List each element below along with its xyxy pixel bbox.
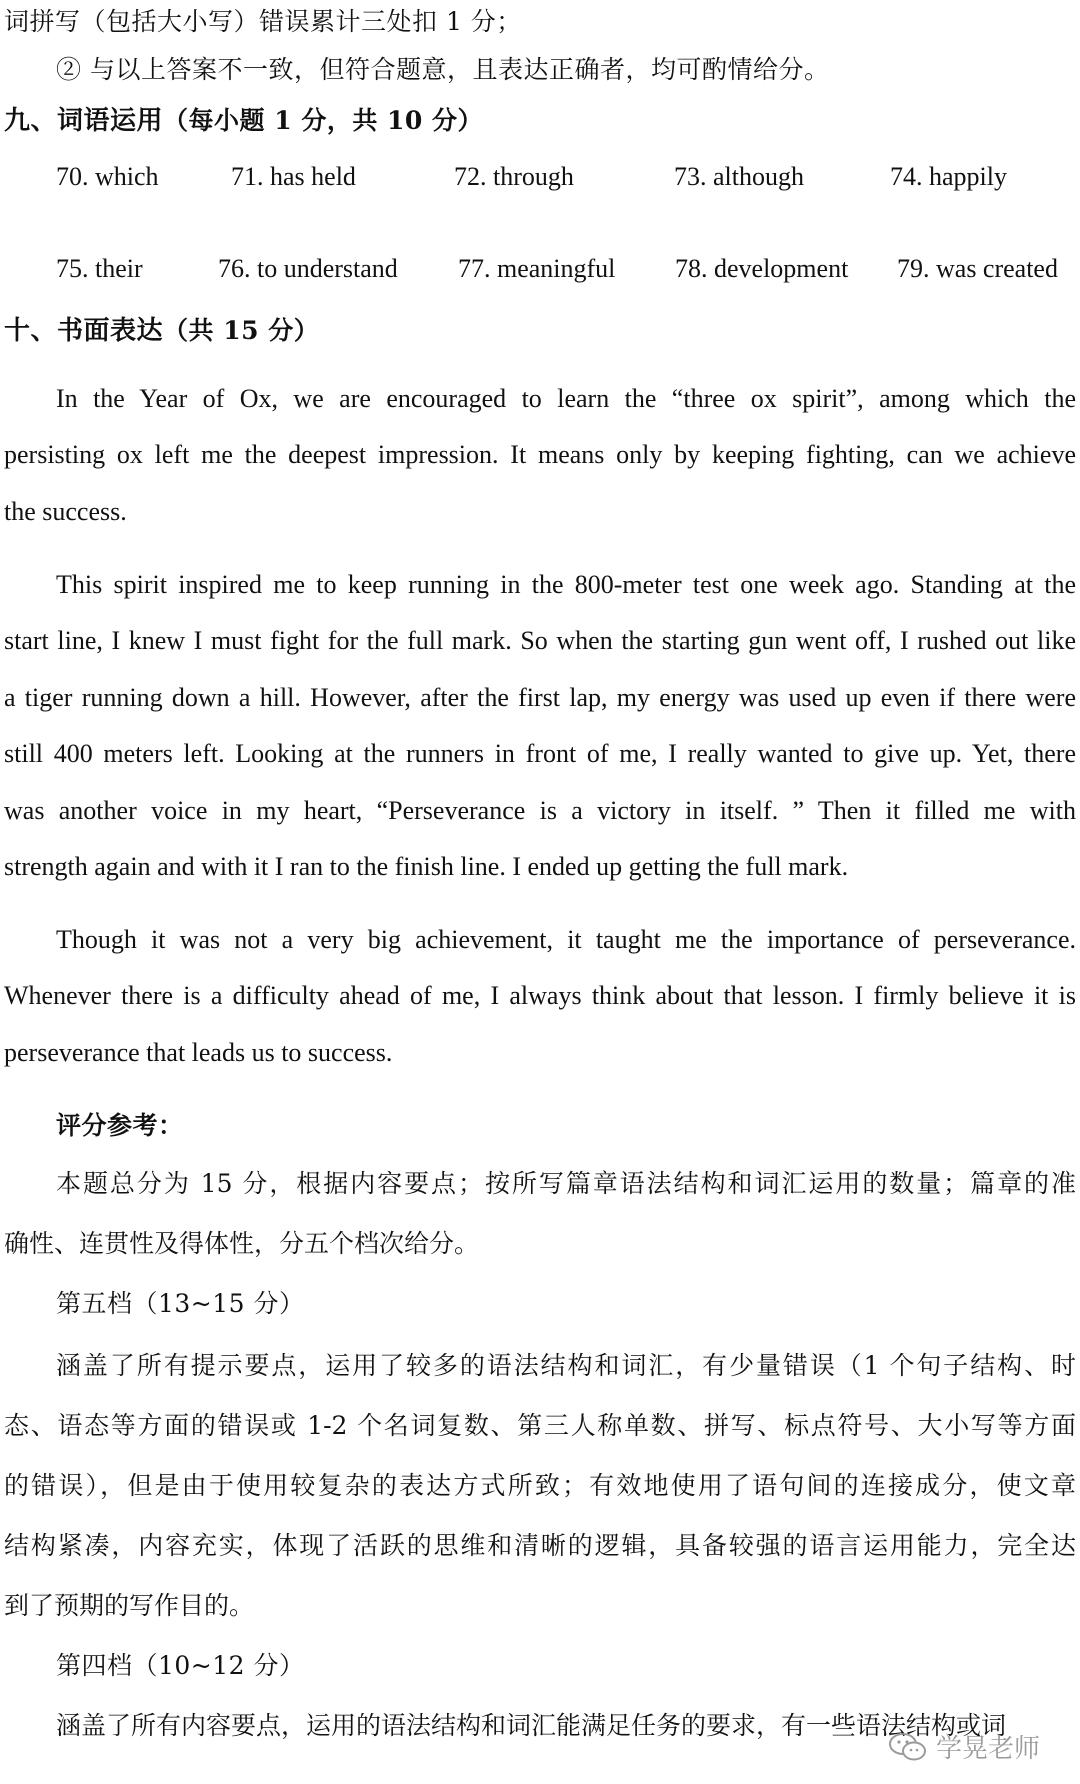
answer-item: 76. to understand bbox=[218, 254, 398, 283]
paragraph-line: the success. bbox=[4, 497, 127, 526]
paragraph-line: was another voice in my heart, “Perseverance is a victory in itself. ” Then it filled me with bbox=[4, 796, 1076, 825]
answer-item: 78. development bbox=[675, 254, 849, 283]
answer-item: 74. happily bbox=[890, 162, 1007, 191]
paragraph-line: 态、语态等方面的错误或 1-2 个名词复数、第三人称单数、拼写、标点符号、大小写等方面 bbox=[4, 1411, 1076, 1440]
paragraph-line: 确性、连贯性及得体性，分五个档次给分。 bbox=[4, 1229, 480, 1258]
answer-item: 70. which bbox=[56, 162, 159, 191]
answer-item: 71. has held bbox=[231, 162, 356, 191]
answer-item: 77. meaningful bbox=[458, 254, 616, 283]
section-heading bbox=[4, 310, 1076, 347]
watermark-text: 学晃老师 bbox=[935, 1734, 1040, 1764]
section-heading bbox=[4, 100, 1076, 137]
paragraph-line: a tiger running down a hill. However, after the first lap, my energy was used up even if there were bbox=[4, 683, 1076, 712]
answer-item: 75. their bbox=[56, 254, 143, 283]
paragraph-line: This spirit inspired me to keep running in the 800-meter test one week ago. Standing at the bbox=[56, 570, 1076, 599]
text-line: 词拼写（包括大小写）错误累计三处扣 1 分； bbox=[4, 7, 522, 36]
paragraph-line: 涵盖了所有内容要点，运用的语法结构和词汇能满足任务的要求，有一些语法结构或词 bbox=[56, 1711, 1007, 1740]
paragraph-line: 的错误），但是由于使用较复杂的表达方式所致；有效地使用了语句间的连接成分，使文章 bbox=[4, 1471, 1076, 1500]
answer-item: 79. was created bbox=[897, 254, 1058, 283]
answer-row bbox=[56, 254, 1076, 290]
paragraph-line: 到了预期的写作目的。 bbox=[4, 1591, 255, 1620]
answer-item: 72. through bbox=[454, 162, 574, 191]
watermark bbox=[888, 1728, 1040, 1765]
paragraph-line: start line, I knew I must fight for the full mark. So when the starting gun went off, I rushed out like bbox=[4, 626, 1076, 655]
scoring-title: 评分参考： bbox=[56, 1111, 184, 1140]
section-title: 十、书面表达 bbox=[4, 316, 164, 346]
paragraph-line: 涵盖了所有提示要点，运用了较多的语法结构和词汇，有少量错误（1 个句子结构、时 bbox=[56, 1351, 1076, 1380]
paragraph-line: still 400 meters left. Looking at the runners in front of me, I really wanted to give up. Yet, there bbox=[4, 739, 1076, 768]
paragraph-line: 结构紧凑，内容充实，体现了活跃的思维和清晰的逻辑，具备较强的语言运用能力，完全达 bbox=[4, 1531, 1076, 1560]
level-title: 第五档（13~15 分） bbox=[56, 1289, 305, 1318]
section-title: 九、词语运用 bbox=[4, 106, 164, 136]
paragraph-line: In the Year of Ox, we are encouraged to learn the “three ox spirit”, among which the bbox=[56, 384, 1076, 413]
paragraph-line: strength again and with it I ran to the finish line. I ended up getting the full mark. bbox=[4, 852, 849, 881]
paragraph-line: persisting ox left me the deepest impression. It means only by keeping fighting, can we achieve bbox=[4, 440, 1076, 469]
section-note: （共 15 分） bbox=[163, 316, 320, 345]
wechat-logo-icon bbox=[888, 1731, 928, 1763]
paragraph-line: Though it was not a very big achievement, it taught me the importance of perseverance. bbox=[56, 925, 1076, 954]
paragraph-line: Whenever there is a difficulty ahead of me, I always think about that lesson. I firmly believe it is bbox=[4, 981, 1076, 1010]
paragraph-line: 本题总分为 15 分，根据内容要点；按所写篇章语法结构和词汇运用的数量；篇章的准 bbox=[56, 1169, 1076, 1198]
paragraph-line: perseverance that leads us to success. bbox=[4, 1038, 393, 1067]
answer-row bbox=[56, 162, 1076, 198]
answer-item: 73. although bbox=[674, 162, 804, 191]
section-note: （每小题 1 分，共 10 分） bbox=[163, 106, 484, 135]
text-line: ② 与以上答案不一致，但符合题意，且表达正确者，均可酌情给分。 bbox=[56, 55, 830, 84]
level-title: 第四档（10~12 分） bbox=[56, 1651, 305, 1680]
